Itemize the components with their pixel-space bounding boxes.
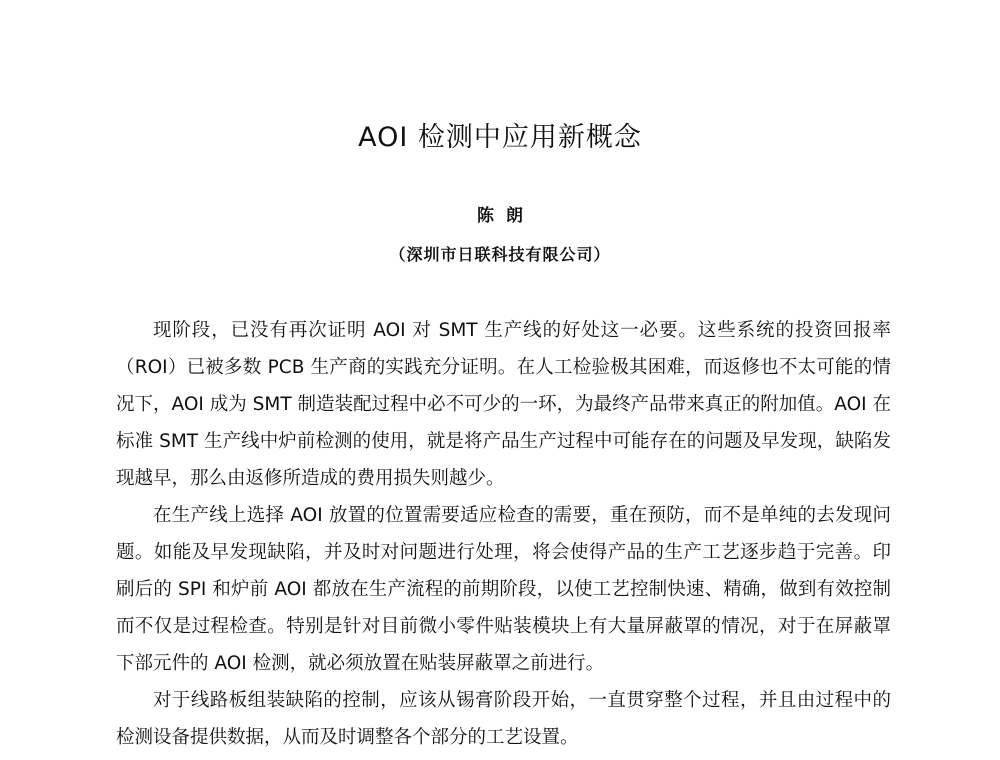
body-text — [116, 312, 891, 756]
body-paragraph: 在生产线上选择 AOI 放置的位置需要适应检查的需要，重在预防，而不是单纯的去发现问题。如能及早发现缺陷，并及时对问题进行处理，将会使得产品的生产工艺逐步趋于完善。印刷后的 SPI 和炉前 AOI 都放在生产流程的前期阶段，以使工艺控制快速、精确，做到有效控制而不仅是过程检查。特别是针对目前微小零件贴装模块上有大量屏蔽罩的情况，对于在屏蔽罩下部元件的 AOI 检测，就必须放置在贴装屏蔽罩之前进行。 — [116, 505, 891, 674]
body-paragraph: 对于线路板组装缺陷的控制，应该从锡膏阶段开始，一直贯穿整个过程，并且由过程中的检测设备提供数据，从而及时调整各个部分的工艺设置。 — [116, 690, 891, 748]
paper-title: AOI 检测中应用新概念 — [358, 122, 642, 153]
author-affiliation: （深圳市日联科技有限公司） — [389, 245, 611, 264]
body-paragraph: 现阶段，已没有再次证明 AOI 对 SMT 生产线的好处这一必要。这些系统的投资回报率（ROI）已被多数 PCB 生产商的实践充分证明。在人工检验极其困难，而返修也不太可能的情况下，AOI 成为 SMT 制造装配过程中必不可少的一环，为最终产品带来真正的附加值。AOI 在标准 SMT 生产线中炉前检测的使用，就是将产品生产过程中可能存在的问题及早发现，缺陷发现越早，那么由返修所造成的费用损失则越少。 — [116, 320, 891, 489]
author-name: 陈朗 — [477, 206, 535, 226]
